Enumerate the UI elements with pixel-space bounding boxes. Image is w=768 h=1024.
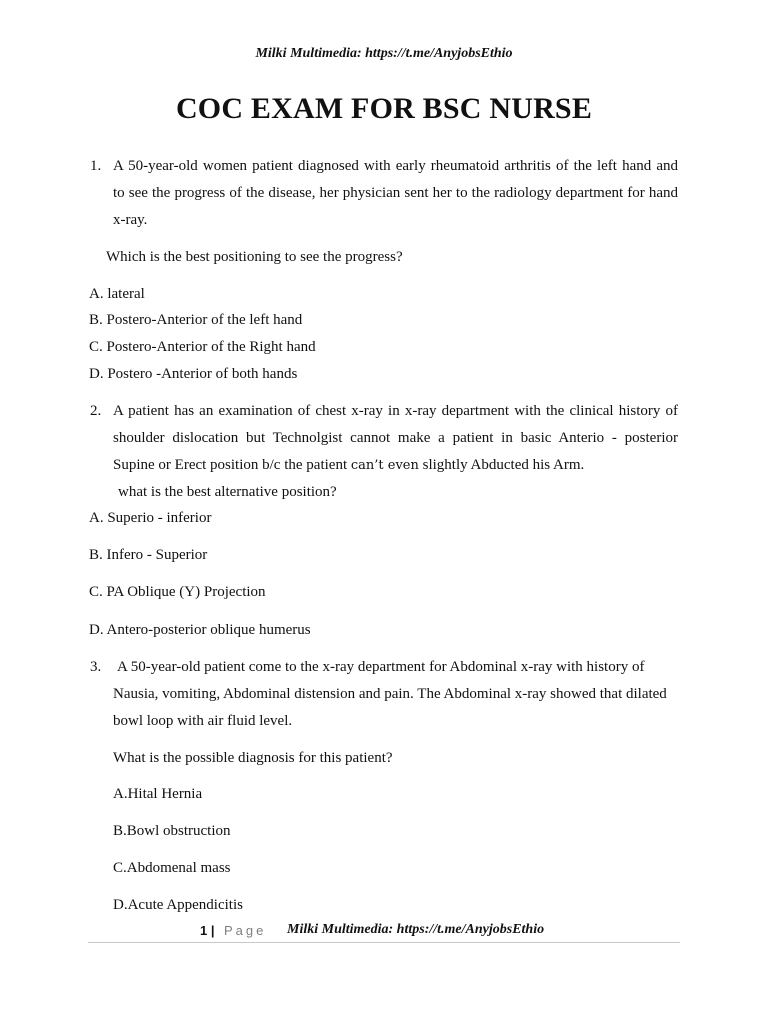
question-1-option-a: A. lateral xyxy=(89,286,145,302)
question-3-option-b: B.Bowl obstruction xyxy=(113,823,231,839)
question-2-option-b: B. Infero - Superior xyxy=(89,547,208,563)
question-2-option-d: D. Antero-posterior oblique humerus xyxy=(89,622,311,638)
question-2-prompt: what is the best alternative position? xyxy=(118,484,337,500)
footer-page-number: 1 | xyxy=(200,923,215,938)
question-1-line-2: to see the progress of the disease, her physician sent her to the radiology department for hand xyxy=(113,185,678,201)
question-3-line-2: Nausia, vomiting, Abdominal distension and pain. The Abdominal x-ray showed that dilated xyxy=(113,686,667,702)
question-2-line-3-end: slightly Abducted his Arm. xyxy=(418,457,585,473)
footer-divider xyxy=(88,942,680,943)
question-1-option-d: D. Postero -Anterior of both hands xyxy=(89,366,298,382)
question-1-prompt: Which is the best positioning to see the progress? xyxy=(106,249,403,265)
question-2-line-3 xyxy=(113,456,584,475)
question-3-prompt: What is the possible diagnosis for this patient? xyxy=(113,750,393,766)
question-2-option-a: A. Superio - inferior xyxy=(89,510,212,526)
question-3-line-3: bowl loop with air fluid level. xyxy=(113,713,293,729)
question-2-number: 2. xyxy=(90,403,102,419)
question-2-option-c: C. PA Oblique (Y) Projection xyxy=(89,584,266,600)
question-1-number: 1. xyxy=(90,158,102,174)
question-1-option-c: C. Postero-Anterior of the Right hand xyxy=(89,339,316,355)
question-2-line-3-start: Supine or Erect position b/c the patient xyxy=(113,457,351,473)
question-2-line-3-emphasis: can’t even xyxy=(350,458,419,473)
question-1-option-b: B. Postero-Anterior of the left hand xyxy=(89,312,303,328)
question-3-number: 3. xyxy=(90,659,102,675)
page-title: COC EXAM FOR BSC NURSE xyxy=(175,92,593,125)
question-2-line-2: shoulder dislocation but Technolgist cannot make a patient in basic Anterio - posterior xyxy=(113,430,678,446)
page-header: Milki Multimedia: https://t.me/AnyjobsEthio xyxy=(255,46,513,61)
question-3-option-c: C.Abdomenal mass xyxy=(113,860,231,876)
question-3-option-a: A.Hital Hernia xyxy=(113,786,203,802)
question-2-line-1: A patient has an examination of chest x-ray in x-ray department with the clinical history of xyxy=(113,403,678,419)
question-3-option-d: D.Acute Appendicitis xyxy=(113,897,243,913)
footer-page-label: Page xyxy=(224,923,267,938)
question-3-line-1: A 50-year-old patient come to the x-ray department for Abdominal x-ray with history of xyxy=(117,659,645,675)
question-1-line-1: A 50-year-old women patient diagnosed with early rheumatoid arthritis of the left hand and xyxy=(113,158,678,174)
question-1-line-3: x-ray. xyxy=(113,212,148,228)
footer-brand: Milki Multimedia: https://t.me/AnyjobsEthio xyxy=(287,922,545,937)
